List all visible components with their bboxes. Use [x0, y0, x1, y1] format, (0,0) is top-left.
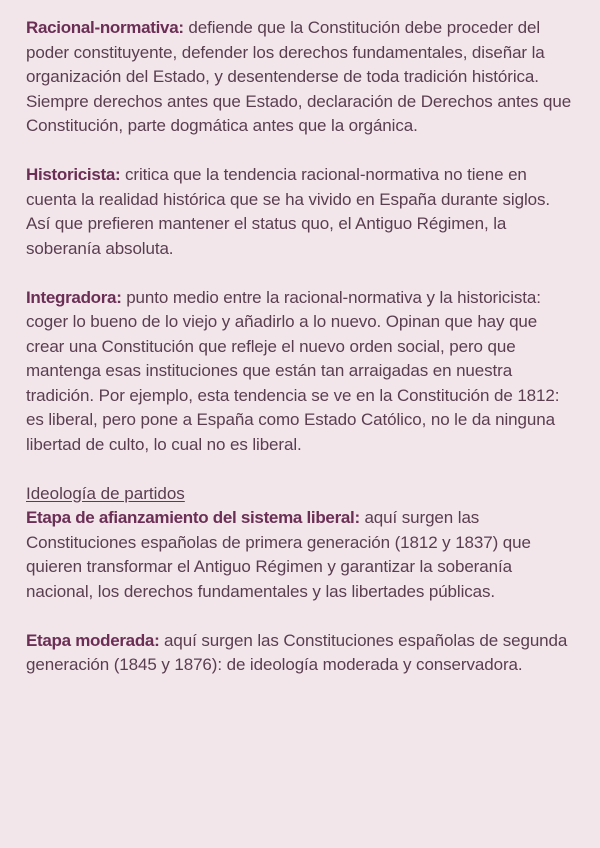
term-historicista: Historicista: — [26, 165, 121, 184]
paragraph-text: punto medio entre la racional-normativa y la historicista: coger lo bueno de lo viejo y añadirlo a lo nuevo. Opinan que hay que crear una Constitución que refleje el nuevo orden social, pero que mantenga esas instituciones que están tan arraigadas en nuestra tradición. Por ejemplo, esta tendencia se ve en la Constitución de 1812: es liberal, pero pone a España como Estado Católico, no le da ninguna libertad de culto, lo cual no es liberal. — [26, 287, 560, 454]
paragraph-text: aquí surgen las Constituciones españolas de primera generación (1812 y 1837) que quieren transformar el Antiguo Régimen y garantizar la soberanía nacional, los derechos fundamentales y las libertades públicas. — [26, 508, 531, 601]
term-integradora: Integradora: — [26, 287, 122, 307]
paragraph-historicista — [26, 163, 574, 261]
paragraph-etapa-afianzamiento — [26, 506, 574, 604]
paragraph-integradora — [26, 286, 574, 458]
term-etapa-moderada: Etapa moderada: — [26, 630, 160, 650]
paragraph-text: aquí surgen las Constituciones españolas de segunda generación (1845 y 1876): de ideología moderada y conservadora. — [26, 630, 568, 674]
paragraph-etapa-moderada — [26, 629, 574, 678]
term-etapa-afianzamiento: Etapa de afianzamiento del sistema liberal: — [26, 508, 360, 527]
paragraph-text: defiende que la Constitución debe proceder del poder constituyente, defender los derechos fundamentales, diseñar la organización del Estado, y desentenderse de toda tradición histórica. Siempre derechos antes que Estado, declaración de Derechos antes que Constitución, parte dogmática antes que la orgánica. — [26, 18, 572, 135]
paragraph-racional-normativa — [26, 16, 574, 139]
term-racional-normativa: Racional-normativa: — [26, 18, 184, 37]
paragraph-text: critica que la tendencia racional-normativa no tiene en cuenta la realidad histórica que se ha vivido en España durante siglos. Así que prefieren mantener el status quo, el Antiguo Régimen, la soberanía absoluta. — [26, 165, 551, 258]
section-heading: Ideología de partidos — [26, 483, 185, 503]
